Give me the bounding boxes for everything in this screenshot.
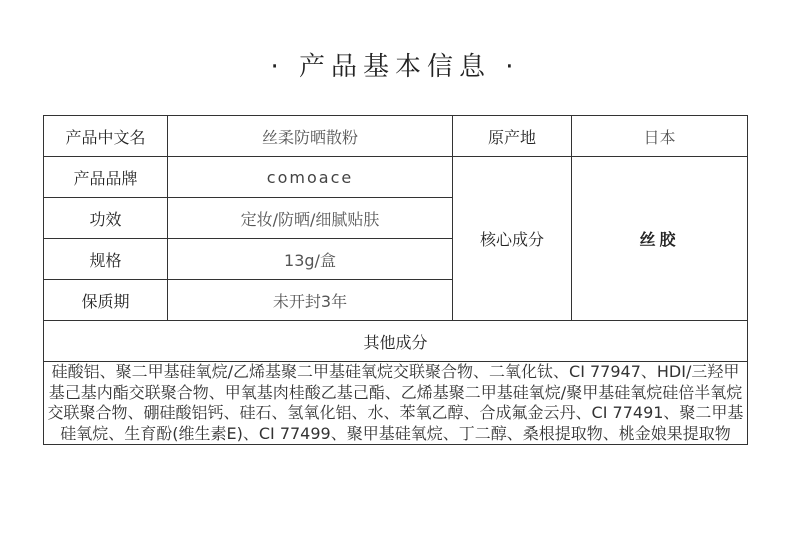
origin-value: 日本 [572,116,748,157]
table-row [44,157,748,198]
table-row [44,321,748,362]
other-ingredients-text: 硅酸铝、聚二甲基硅氧烷/乙烯基聚二甲基硅氧烷交联聚合物、二氧化钛、CI 77947、HDI/三羟甲基己基内酯交联聚合物、甲氧基肉桂酸乙基己酯、乙烯基聚二甲基硅氧烷/聚甲基硅氧烷硅倍半氧烷交联聚合物、硼硅酸铝钙、硅石、氢氧化铝、水、苯氧乙醇、合成氟金云丹、CI 77491、聚二甲基硅氧烷、生育酚(维生素E)、CI 77499、聚甲基硅氧烷、丁二醇、桑根提取物、桃金娘果提取物 [44,362,748,445]
shelf-life-label: 保质期 [44,280,168,321]
core-ingredient-label: 核心成分 [453,157,572,321]
page-title: · 产品基本信息 · [270,52,520,82]
effect-label: 功效 [44,198,168,239]
brand-label: 产品品牌 [44,157,168,198]
brand-value: comoace [168,157,453,198]
other-ingredients-label: 其他成分 [44,321,748,362]
effect-value: 定妆/防晒/细腻贴肤 [168,198,453,239]
table-row [44,362,748,445]
shelf-life-value: 未开封3年 [168,280,453,321]
product-name-label: 产品中文名 [44,116,168,157]
table-row [44,116,748,157]
spec-value: 13g/盒 [168,239,453,280]
origin-label: 原产地 [453,116,572,157]
product-name-value: 丝柔防晒散粉 [168,116,453,157]
core-ingredient-value: 丝胶 [572,157,748,321]
product-info-table [43,115,748,445]
spec-label: 规格 [44,239,168,280]
